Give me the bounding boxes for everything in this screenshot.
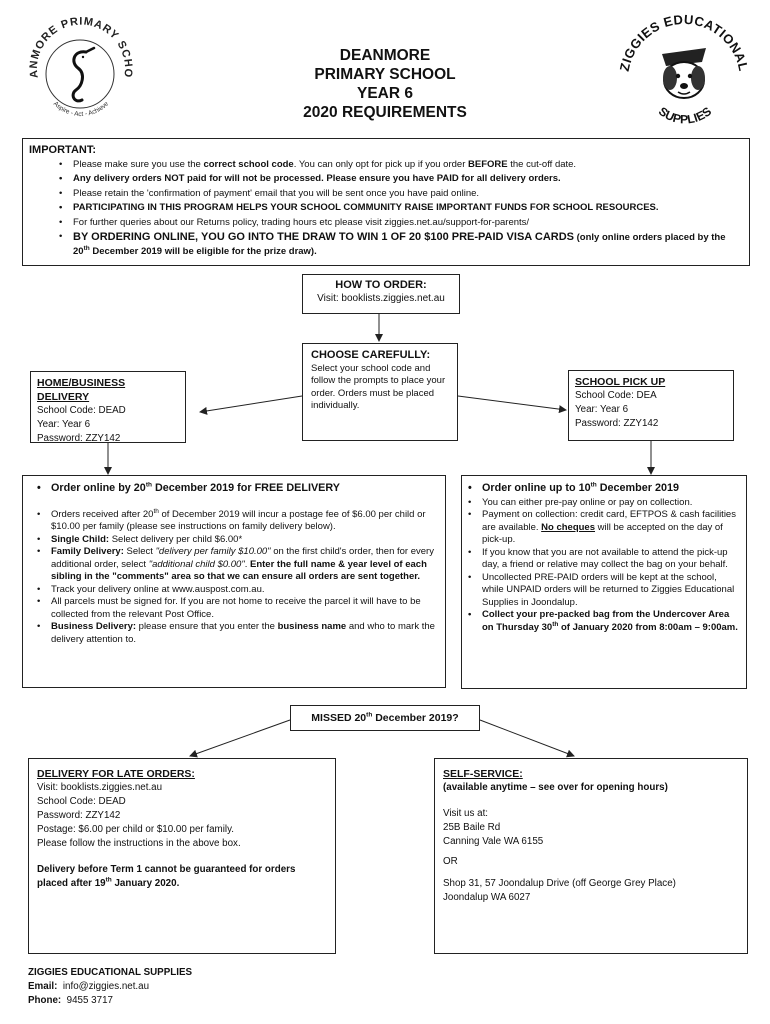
missed-box: MISSED 20th December 2019?	[290, 705, 480, 731]
arrow-to-late	[190, 720, 290, 756]
home-delivery-password: Password: ZZY142	[37, 433, 121, 444]
important-item-6: • BY ORDERING ONLINE, YOU GO INTO THE DRAW TO WIN 1 OF 20 $100 PRE-PAID VISA CARDS (only online orders placed by the 20th December 2019 will be eligible for the prize draw).	[53, 230, 743, 259]
self-service-heading: SELF-SERVICE:	[443, 768, 523, 780]
late-orders-postage: Postage: $6.00 per child or $10.00 per family.	[37, 824, 234, 835]
title-line-4: 2020 REQUIREMENTS	[303, 104, 467, 121]
choose-text: Select your school code and follow the prompts to place your order. Orders must be placed individually.	[311, 362, 446, 411]
pickup-code: School Code: DEA	[575, 390, 657, 401]
choose-carefully-box	[302, 343, 458, 441]
address-2-line-2: Joondalup WA 6027	[443, 892, 531, 903]
late-orders-heading: DELIVERY FOR LATE ORDERS:	[37, 768, 195, 780]
important-item-5: • For further queries about our Returns policy, trading hours etc please visit ziggies.net.au/support-for-parents/	[53, 216, 743, 231]
how-to-order-link[interactable]: Visit: booklists.ziggies.net.au	[317, 293, 445, 304]
pickup-info-item-3: • If you know that you are not available to attend the pick-up day, a friend or relative may collect the bag on your behalf.	[462, 547, 740, 572]
how-to-order-box	[302, 274, 460, 314]
home-delivery-heading: HOME/BUSINESS DELIVERY	[37, 377, 126, 403]
pickup-info-item-1: • You can either pre-pay online or pay on collection.	[462, 497, 740, 510]
important-item-3: • Please retain the 'confirmation of payment' email that you will be sent once you have paid online.	[53, 187, 743, 202]
address-1-line-1: 25B Baile Rd	[443, 822, 501, 833]
ziggies-logo-top-text: ZIGGIES EDUCATIONAL	[616, 11, 752, 73]
footer-phone: Phone: 9455 3717	[28, 995, 113, 1006]
school-logo-motto: Aspire - Act - Achieve	[51, 100, 111, 119]
delivery-info-item-5: • All parcels must be signed for. If you are not home to receive the parcel it will have to be collected from the relevant Post Office.	[31, 596, 437, 621]
footer	[28, 966, 192, 1008]
delivery-info-item-3: • Family Delivery: Select "delivery per family $10.00" on the first child's order, then for every additional order, select "additional child $0.00". Enter the full name & year level of each sibling in the "comments" area so that we can ensure all orders are sent together.	[31, 546, 437, 584]
arrow-to-pickup	[458, 396, 566, 410]
pickup-info-item-2: • Payment on collection: credit card, EFTPOS & cash facilities are available. No cheques will be accepted on the day of pick-up.	[462, 509, 740, 547]
delivery-info-box	[22, 475, 446, 688]
title-line-2: PRIMARY SCHOOL	[314, 66, 456, 83]
arrow-to-delivery	[200, 396, 302, 412]
important-item-4: • PARTICIPATING IN THIS PROGRAM HELPS YOUR SCHOOL COMMUNITY RAISE IMPORTANT FUNDS FOR SCHOOL RESOURCES.	[53, 201, 743, 216]
ziggies-logo-bottom-text: SUPPLIES	[655, 104, 715, 127]
self-service-sub: (available anytime – see over for opening hours)	[443, 782, 668, 793]
home-delivery-year: Year: Year 6	[37, 419, 91, 430]
title-line-3: YEAR 6	[357, 85, 413, 102]
school-pickup-box	[568, 370, 734, 441]
important-item-1: • Please make sure you use the correct school code. You can only opt for pick up if you order BEFORE the cut-off date.	[53, 158, 743, 173]
pickup-year: Year: Year 6	[575, 404, 629, 415]
self-service-or: OR	[443, 856, 458, 867]
delivery-info-heading: • Order online by 20th December 2019 for FREE DELIVERY	[31, 482, 437, 495]
self-service-visit: Visit us at:	[443, 808, 489, 819]
late-orders-box	[28, 758, 336, 954]
choose-heading: CHOOSE CAREFULLY:	[311, 349, 431, 361]
address-1-line-2: Canning Vale WA 6155	[443, 836, 544, 847]
pickup-info-box	[461, 475, 747, 689]
pickup-heading: SCHOOL PICK UP	[575, 376, 666, 388]
title-line-1: DEANMORE	[339, 47, 431, 64]
footer-company: ZIGGIES EDUCATIONAL SUPPLIES	[28, 967, 193, 978]
important-item-2: • Any delivery orders NOT paid for will not be processed. Please ensure you have PAID for all delivery orders.	[53, 172, 743, 187]
delivery-info-item-1: • Orders received after 20th of December 2019 will incur a postage fee of $6.00 per child or $10.00 per family (please see instructions on family delivery below).	[31, 509, 437, 534]
delivery-info-item-4: • Track your delivery online at www.auspost.com.au.	[31, 584, 437, 597]
self-service-box	[434, 758, 748, 954]
delivery-info-item-2: • Single Child: Select delivery per child $6.00*	[31, 534, 437, 547]
important-heading: IMPORTANT:	[29, 144, 97, 156]
footer-email-link[interactable]: info@ziggies.net.au	[62, 981, 150, 992]
pickup-password: Password: ZZY142	[575, 418, 659, 429]
late-orders-visit[interactable]: Visit: booklists.ziggies.net.au	[37, 782, 163, 793]
pickup-info-item-5: • Collect your pre-packed bag from the Undercover Area on Thursday 30th of January 2020 from 8:00am – 9:00am.	[462, 609, 740, 634]
late-orders-password: Password: ZZY142	[37, 810, 121, 821]
delivery-info-item-6: • Business Delivery: please ensure that you enter the business name and who to mark the delivery attention to.	[31, 621, 437, 646]
how-to-order-heading: HOW TO ORDER:	[335, 279, 427, 291]
home-delivery-code: School Code: DEAD	[37, 405, 126, 416]
late-orders-warning: Delivery before Term 1 cannot be guaranteed for orders placed after 19th January 2020.	[37, 864, 296, 889]
footer-email: Email: info@ziggies.net.au	[28, 981, 150, 992]
school-logo-ring-text: DEANMORE PRIMARY SCHOOL	[15, 3, 135, 79]
home-delivery-box	[30, 371, 186, 443]
address-2-line-1: Shop 31, 57 Joondalup Drive (off George Grey Place)	[443, 878, 676, 889]
arrow-to-self-service	[480, 720, 574, 756]
late-orders-instructions: Please follow the instructions in the above box.	[37, 838, 241, 849]
pickup-info-item-4: • Uncollected PRE-PAID orders will be kept at the school, while UNPAID orders will be returned to Ziggies Educational Supplies in Joondalup.	[462, 572, 740, 610]
late-orders-code: School Code: DEAD	[37, 796, 126, 807]
pickup-info-heading: • Order online up to 10th December 2019	[462, 482, 740, 495]
